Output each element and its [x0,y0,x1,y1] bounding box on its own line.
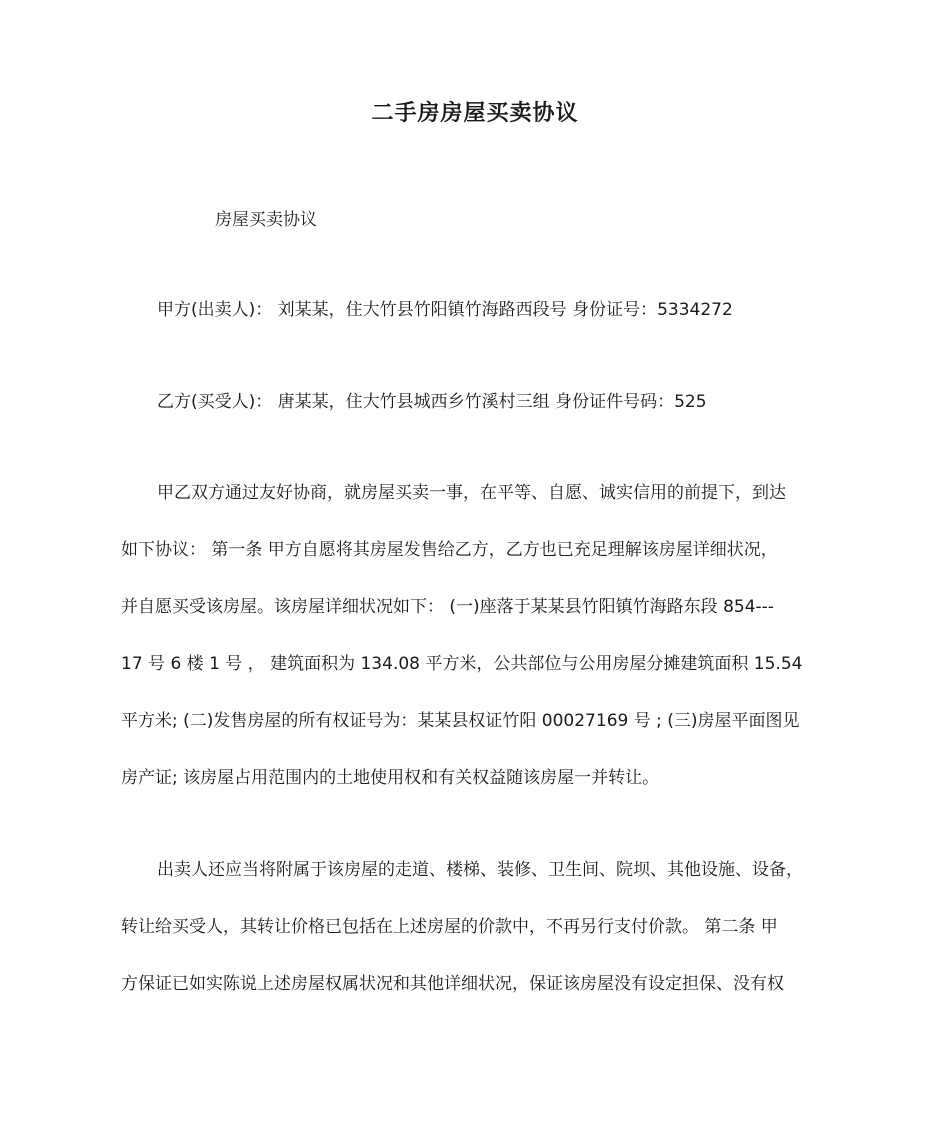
paragraph-2-line-3: 方保证已如实陈说上述房屋权属状况和其他详细状况，保证该房屋没有设定担保、没有权 [121,974,784,994]
document-title: 二手房房屋买卖协议 [371,101,579,126]
paragraph-1-line-4: 17 号 6 楼 1 号 ， 建筑面积为 134.08 平方米，公共部位与公用房屋分摊建筑面积 15.54 [121,654,803,674]
paragraph-2-line-2: 转让给买受人，其转让价格已包括在上述房屋的价款中，不再另行支付价款。 第二条 甲 [121,917,778,937]
document-subtitle: 房屋买卖协议 [215,210,317,230]
paragraph-1-line-3: 并自愿买受该房屋。该房屋详细状况如下： (一)座落于某某县竹阳镇竹海路东段 854--- [121,597,774,617]
paragraph-1-line-6: 房产证; 该房屋占用范围内的土地使用权和有关权益随该房屋一并转让。 [121,768,660,788]
party-a-line: 甲方(出卖人)： 刘某某，住大竹县竹阳镇竹海路西段号 身份证号：5334272 [157,300,733,320]
paragraph-2-line-1: 出卖人还应当将附属于该房屋的走道、楼梯、装修、卫生间、院坝、其他设施、设备， [157,860,803,880]
paragraph-1-line-5: 平方米; (二)发售房屋的所有权证号为：某某县权证竹阳 00027169 号 ; (三)房屋平面图见 [121,711,800,731]
party-b-line: 乙方(买受人)： 唐某某，住大竹县城西乡竹溪村三组 身份证件号码：525 [157,392,707,412]
paragraph-1-line-2: 如下协议： 第一条 甲方自愿将其房屋发售给乙方，乙方也已充足理解该房屋详细状况， [121,540,778,560]
paragraph-1-line-1: 甲乙双方通过友好协商，就房屋买卖一事，在平等、自愿、诚实信用的前提下，到达 [157,483,786,503]
